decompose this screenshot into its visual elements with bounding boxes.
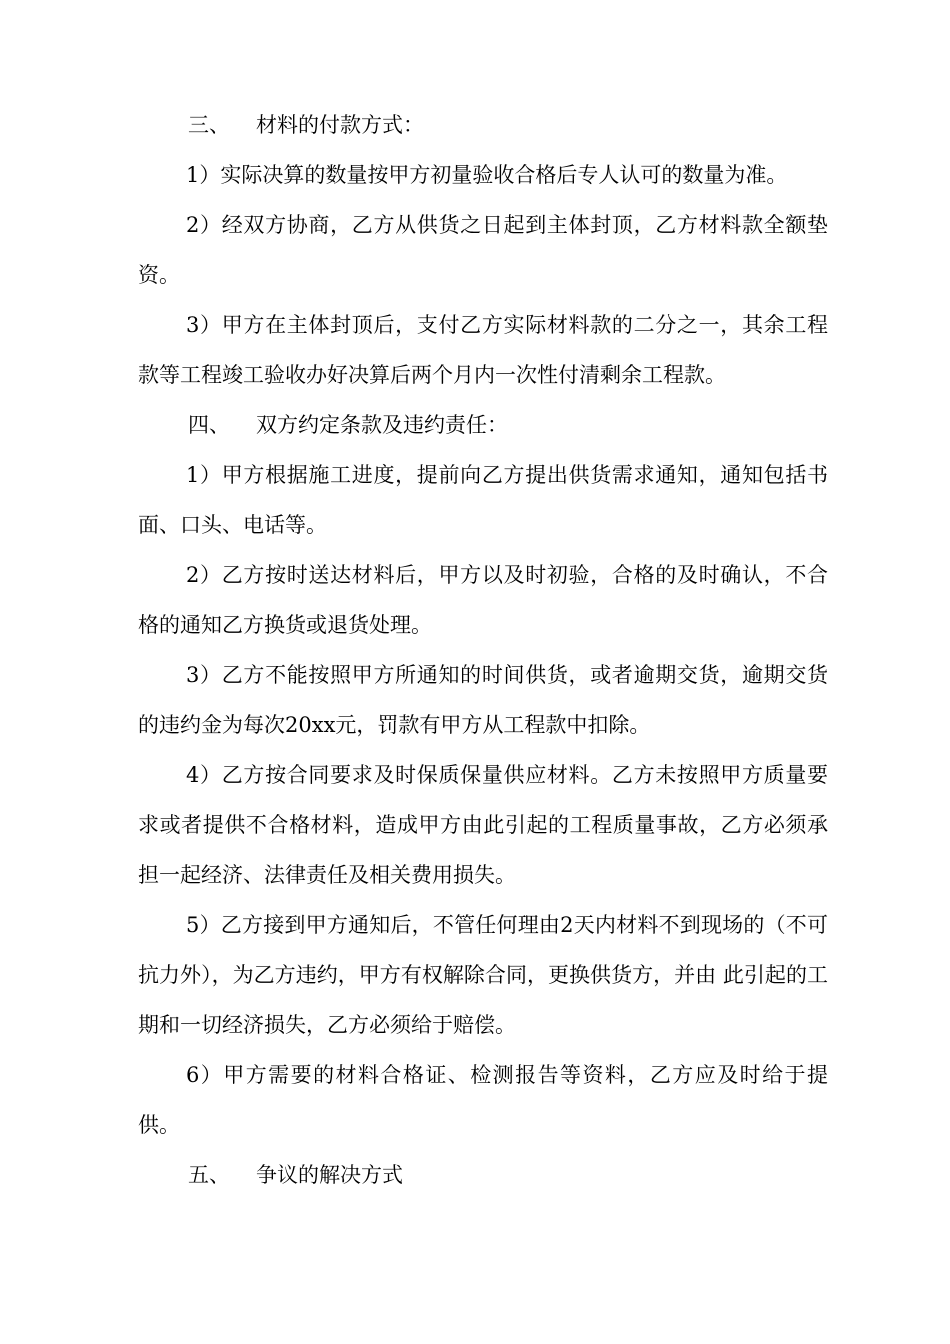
clause-paragraph: 3）甲方在主体封顶后，支付乙方实际材料款的二分之一，其余工程款等工程竣工验收办好决算后两个月内一次性付清剩余工程款。 (138, 313, 828, 387)
section-number: 五、 (188, 1163, 230, 1187)
section-heading (138, 400, 828, 450)
section-heading (138, 1150, 828, 1200)
section-title: 材料的付款方式： (256, 113, 424, 137)
section-four (138, 400, 828, 1150)
section-five (138, 1150, 828, 1200)
section-three (138, 100, 828, 400)
clause-paragraph: 3）乙方不能按照甲方所通知的时间供货，或者逾期交货，逾期交货的违约金为每次20xx元，罚款有甲方从工程款中扣除。 (138, 663, 828, 737)
clause-paragraph: 5）乙方接到甲方通知后，不管任何理由2天内材料不到现场的（不可抗力外），为乙方违约，甲方有权解除合同，更换供货方，并由 此引起的工期和一切经济损失，乙方必须给于赔偿。 (138, 913, 828, 1037)
clause-paragraph: 1）甲方根据施工进度，提前向乙方提出供货需求通知，通知包括书面、口头、电话等。 (138, 463, 828, 537)
section-heading (138, 100, 828, 150)
section-title: 双方约定条款及违约责任： (256, 413, 508, 437)
clause-paragraph: 2）乙方按时送达材料后，甲方以及时初验，合格的及时确认，不合格的通知乙方换货或退货处理。 (138, 563, 828, 637)
clause-paragraph: 1）实际决算的数量按甲方初量验收合格后专人认可的数量为准。 (186, 163, 788, 187)
clause-paragraph: 4）乙方按合同要求及时保质保量供应材料。乙方未按照甲方质量要求或者提供不合格材料，造成甲方由此引起的工程质量事故，乙方必须承担一起经济、法律责任及相关费用损失。 (138, 763, 828, 887)
section-number: 三、 (188, 113, 230, 137)
contract-body (138, 100, 828, 1200)
section-title: 争议的解决方式 (256, 1163, 403, 1187)
clause-paragraph: 2）经双方协商，乙方从供货之日起到主体封顶，乙方材料款全额垫资。 (138, 213, 828, 287)
clause-paragraph: 6）甲方需要的材料合格证、检测报告等资料，乙方应及时给于提供。 (138, 1063, 828, 1137)
section-number: 四、 (188, 413, 230, 437)
